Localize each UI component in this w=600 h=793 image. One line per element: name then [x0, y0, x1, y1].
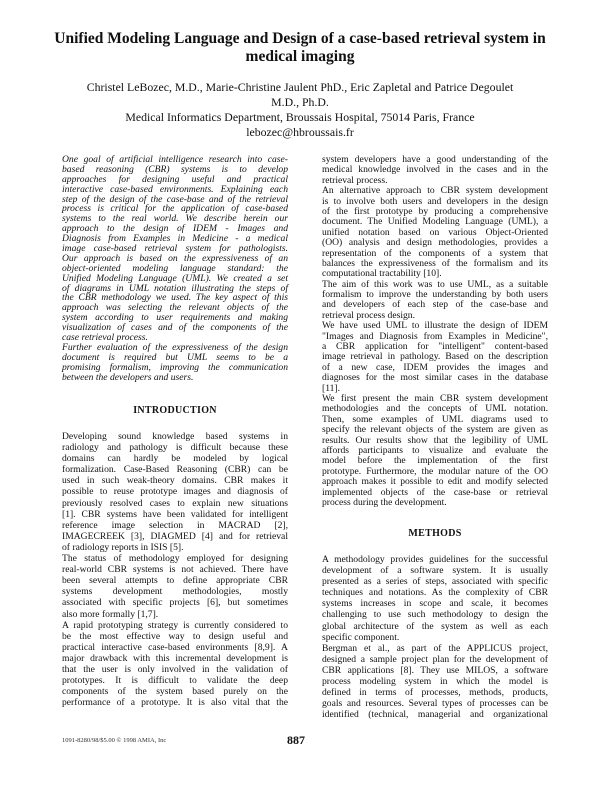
text-line: One goal of artificial intelligence research into case- [62, 154, 288, 165]
text-line: presented as a series of steps, associated with specific [322, 576, 548, 588]
text-line: We first present the main CBR system development [322, 392, 548, 404]
text-line: formalization. Case-Based Reasoning (CBR) can be [62, 464, 288, 476]
text-line: radiology and pathology is difficult because these [62, 442, 288, 454]
text-line: challenging to use such methodology to design the [322, 609, 548, 621]
text-line: process modeling system in which the model is [322, 676, 548, 688]
text-line: system according to user requirements and making [62, 312, 288, 324]
paragraph [322, 280, 548, 322]
text-line: model before the implementation of the first [322, 455, 548, 467]
text-line: image case-based retrieval system for pathologists. [62, 243, 288, 255]
text-line: Our approach is based on the expressiveness of an [62, 252, 288, 264]
text-line: that the user is only involved in the validation of [62, 663, 288, 675]
text-line: based reasoning (CBR) systems is to develop [62, 163, 288, 175]
text-line: case retrieval process. [62, 332, 148, 344]
text-line: techniques and notations. As the complexity of CBR [322, 587, 548, 599]
text-line: global architecture of the system as well as each [322, 620, 548, 632]
text-line: balances the expressiveness of the formalism and its [322, 257, 548, 269]
text-line: unified notation based on various Object-Oriented [322, 226, 548, 238]
text-line: We have used UML to illustrate the design of IDEM [322, 320, 548, 332]
text-line: specify the relevant objects of the system are given as [322, 424, 548, 436]
text-line: development of a software system. It is usually [322, 565, 548, 577]
text-line: process is critical for the application of case-based [62, 203, 288, 215]
text-line: prototypes. It is difficult to validate the deep [62, 675, 288, 687]
text-line: Developing sound knowledge based systems in [62, 431, 288, 442]
text-line: [11]. [322, 382, 341, 394]
text-line: major drawback with this incremental development is [62, 652, 288, 664]
text-line: methodologies and the concepts of UML notation. [322, 403, 548, 415]
text-line: (OO) analysis and design methodologies, provides a [322, 237, 548, 249]
text-line: real-world CBR systems is not achieved. There have [62, 564, 288, 576]
authors-line-1: Christel LeBozec, M.D., Marie-Christine Jaulent PhD., Eric Zapletal and Patrice Degoulet [86, 80, 514, 94]
text-line: The aim of this work was to use UML, as a suitable [322, 278, 548, 290]
text-line: prototype. Furthermore, the modular nature of the OO [322, 465, 548, 477]
text-line: Bergman et al., as part of the APPLICUS project, [322, 642, 548, 654]
email: lebozec@hbroussais.fr [246, 125, 354, 139]
paper-title-line-1: Unified Modeling Language and Design of a case-based retrieval system in [54, 30, 546, 47]
text-line: defined in terms of processes, methods, products, [322, 687, 548, 699]
text-line: between the developers and users. [62, 371, 194, 383]
text-line: systems development methodologies, mostly [62, 586, 288, 598]
paragraph [62, 553, 288, 620]
authors-line-2: M.D., Ph.D. [271, 95, 329, 109]
text-line: A rapid prototyping strategy is currently considered to [62, 619, 288, 631]
text-line: performance of a prototype. It is also vital that the [62, 697, 288, 709]
text-line: also more formally [1,7]. [62, 608, 159, 620]
text-line: medical knowledge involved in the cases and in the [322, 164, 548, 176]
page-number: 887 [287, 733, 305, 747]
text-line: is to involve both users and developers in the design [322, 195, 548, 207]
copyright-footer: 1091-8280/98/$5.00 © 1998 AMIA, Inc [62, 737, 167, 744]
text-line: identified (technical, managerial and organizational [322, 709, 548, 721]
text-line: implemented objects of the case-base or retrieval [322, 486, 548, 498]
text-line: object-oriented modeling language standard: the [62, 262, 288, 274]
text-line: interactive case-based environments. Explaining each [62, 183, 288, 195]
text-line: system developers have a good understanding of the [322, 154, 548, 165]
paragraph [62, 155, 288, 343]
text-line: An alternative approach to CBR system development [322, 185, 548, 197]
paragraph [322, 155, 548, 186]
text-line: domains can hardly be modeled by logical [62, 453, 288, 465]
text-line: image retrieval in pathology. Based on the description [322, 351, 548, 363]
text-line: systems to the real world. We describe herein our [62, 213, 288, 225]
text-line: approach makes it possible to edit and modify selected [322, 476, 548, 488]
text-line: of radiology reports in ISIS [5]. [62, 541, 184, 553]
text-line: been several attempts to define appropriate CBR [62, 575, 288, 587]
text-line: Diagnosis from Examples in Medicine - a medical [62, 233, 288, 245]
text-line: affords participants to visualize and evaluate the [322, 444, 548, 456]
text-line: Further evaluation of the expressiveness of the design [62, 341, 288, 353]
methods-body [322, 554, 548, 720]
text-line: promising formalism, improving the communication [62, 361, 288, 373]
text-line: formalism to improve the understanding by both users [322, 289, 548, 301]
text-line: of the first prototype by producing a comprehensive [322, 205, 548, 217]
text-line: IMAGECREEK [3], DIAGMED [4] and for retrieval [62, 530, 288, 542]
introduction-body [62, 431, 288, 708]
paragraph [322, 554, 548, 643]
text-line: The status of methodology employed for designing [62, 553, 288, 565]
text-line: of diagrams in UML notation illustrating the steps of [62, 282, 288, 294]
text-line: A methodology provides guidelines for the successful [322, 554, 548, 565]
text-line: previously resolved cases to explain new situations [62, 497, 288, 509]
text-line: approaches for designing useful and practical [62, 173, 288, 185]
text-line: the CBR methodology we used. The key aspect of this [62, 292, 288, 304]
text-line: representation of the components of a system that [322, 247, 548, 259]
text-line: and developers of each step of the case-base and [322, 299, 548, 311]
text-line: "Images and Diagnosis from Examples in Medicine", [322, 330, 548, 342]
text-line: of a new case, IDEM provides the images and [322, 361, 548, 373]
text-line: Unified Modeling Language (UML). We created a set [62, 272, 288, 284]
paragraph [322, 643, 548, 721]
affiliation: Medical Informatics Department, Broussais Hospital, 75014 Paris, France [125, 110, 475, 124]
text-line: step of the design of the case-base and of the retrieval [62, 193, 288, 205]
paragraph [322, 394, 548, 508]
paragraph [62, 620, 288, 709]
text-line: specific component. [322, 631, 400, 643]
text-line: systems increases in scope and scale, it becomes [322, 598, 548, 610]
right-column-body [322, 155, 548, 508]
text-line: document. The Unified Modeling Language (UML), a [322, 216, 548, 228]
paragraph [322, 321, 548, 394]
text-line: be the most effective way to design useful and [62, 630, 288, 642]
text-line: a CBR application for "intelligent" content-based [322, 341, 548, 353]
abstract [62, 155, 288, 382]
text-line: reference image selection in MACRAD [2], [62, 519, 288, 531]
text-line: associated with specific projects [6], but sometimes [62, 597, 288, 609]
introduction-heading: INTRODUCTION [133, 405, 217, 416]
text-line: Then, some examples of UML diagrams used to [322, 413, 548, 425]
text-line: approach to the design of IDEM - Images and [62, 223, 288, 235]
text-line: designed a sample project plan for the development of [322, 653, 548, 665]
text-line: diagnoses for the most similar cases in the database [322, 372, 548, 384]
text-line: visualization of cases and of the components of the [62, 322, 288, 334]
text-line: results. Our results show that the legibility of UML [322, 434, 548, 446]
text-line: retrieval process. [322, 174, 388, 186]
text-line: computational tractability [10]. [322, 268, 442, 280]
text-line: practical interactive case-based environments [8,9]. A [62, 641, 288, 653]
paragraph [62, 343, 288, 383]
text-line: used in such weak-theory domains. CBR makes it [62, 475, 288, 487]
paper-title-line-2: medical imaging [245, 48, 355, 65]
text-line: CBR applications [8]. They use MILOS, a software [322, 664, 548, 676]
text-line: document is required but UML seems to be a [62, 351, 288, 363]
text-line: process during the development. [322, 496, 447, 508]
methods-heading: METHODS [408, 528, 462, 539]
text-line: retrieval process design. [322, 309, 415, 321]
text-line: goals and resources. Several types of processes can be [322, 698, 548, 710]
text-line: components of the system based purely on the [62, 686, 288, 698]
text-line: approach was selecting the relevant objects of the [62, 302, 288, 314]
text-line: [1]. CBR systems have been validated for intelligent [62, 508, 288, 520]
paragraph [322, 186, 548, 280]
paragraph [62, 431, 288, 553]
text-line: possible to reuse prototype images and diagnosis of [62, 486, 288, 498]
